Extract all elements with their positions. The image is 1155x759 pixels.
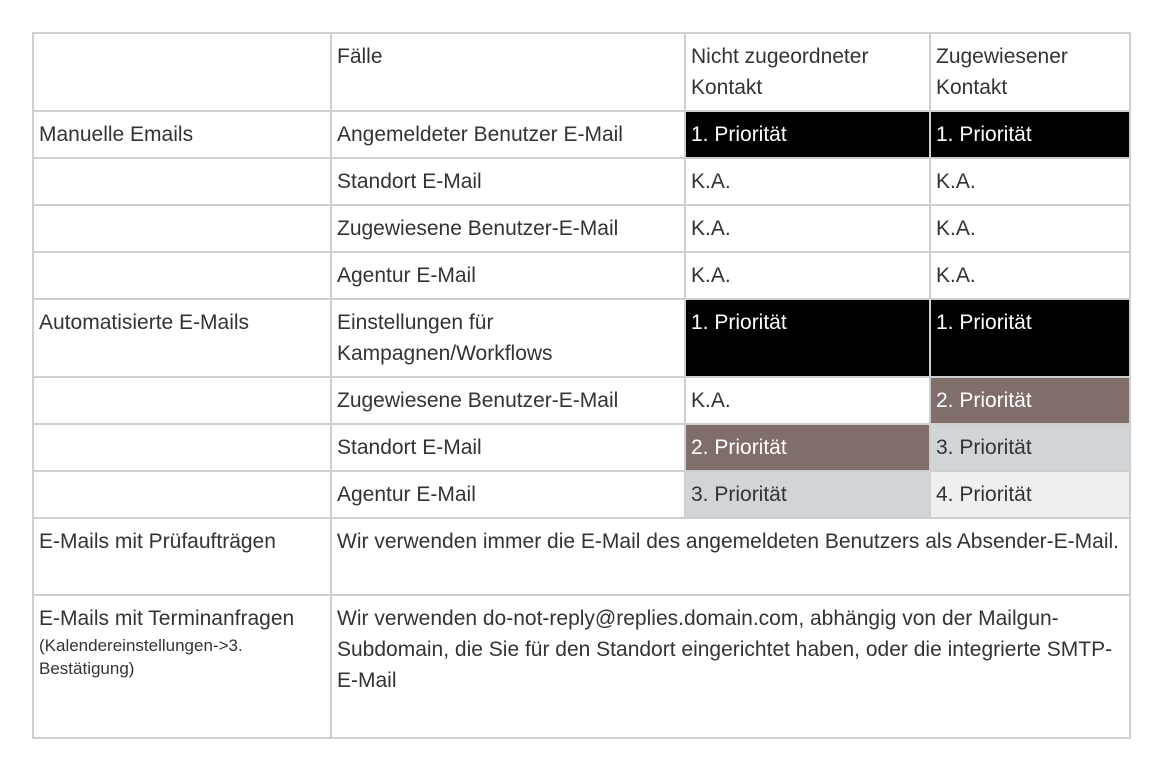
case-cell: Agentur E-Mail	[331, 252, 685, 299]
group-cell	[33, 205, 331, 252]
appointment-settings-note: (Kalendereinstellungen->3. Bestätigung)	[39, 636, 243, 678]
table-row	[33, 252, 1130, 299]
priority-cell: 1. Priorität	[930, 111, 1130, 158]
table-row	[33, 424, 1130, 471]
case-cell: Standort E-Mail	[331, 424, 685, 471]
priority-cell: K.A.	[685, 158, 930, 205]
group-cell	[33, 595, 331, 738]
priority-cell: 4. Priorität	[930, 471, 1130, 518]
group-cell	[33, 158, 331, 205]
table-header-row	[33, 33, 1130, 111]
priority-cell: 3. Priorität	[685, 471, 930, 518]
priority-cell: 2. Priorität	[930, 377, 1130, 424]
case-cell: Zugewiesene Benutzer-E-Mail	[331, 205, 685, 252]
case-cell: Angemeldeter Benutzer E-Mail	[331, 111, 685, 158]
group-cell	[33, 424, 331, 471]
group-cell: Manuelle Emails	[33, 111, 331, 158]
priority-cell: K.A.	[930, 252, 1130, 299]
table-row	[33, 377, 1130, 424]
appointment-description: Wir verwenden do-not-reply@replies.domain.com, abhängig von der Mailgun-Subdomain, die Sie für den Standort eingerichtet haben, oder die integrierte SMTP-E-Mail	[331, 595, 1130, 738]
priority-cell: K.A.	[685, 377, 930, 424]
header-cell-assigned-contact: Zugewiesener Kontakt	[930, 33, 1130, 111]
header-cell-cases: Fälle	[331, 33, 685, 111]
priority-cell: K.A.	[930, 158, 1130, 205]
header-cell-empty	[33, 33, 331, 111]
priority-cell: 1. Priorität	[685, 111, 930, 158]
email-priority-table	[32, 32, 1131, 739]
table-row	[33, 471, 1130, 518]
priority-cell: 2. Priorität	[685, 424, 930, 471]
group-cell	[33, 471, 331, 518]
priority-cell: 3. Priorität	[930, 424, 1130, 471]
group-cell: Automatisierte E-Mails	[33, 299, 331, 377]
header-cell-unassigned-contact: Nicht zugeordneter Kontakt	[685, 33, 930, 111]
priority-cell: K.A.	[685, 205, 930, 252]
appointment-group-label: E-Mails mit Terminanfragen	[39, 607, 295, 630]
table-row	[33, 299, 1130, 377]
appointment-emails-row	[33, 595, 1130, 738]
table-row	[33, 158, 1130, 205]
priority-cell: 1. Priorität	[685, 299, 930, 377]
case-cell: Agentur E-Mail	[331, 471, 685, 518]
group-cell	[33, 252, 331, 299]
table-row	[33, 205, 1130, 252]
priority-cell: 1. Priorität	[930, 299, 1130, 377]
case-cell: Standort E-Mail	[331, 158, 685, 205]
case-cell: Zugewiesene Benutzer-E-Mail	[331, 377, 685, 424]
group-cell	[33, 377, 331, 424]
group-cell: E-Mails mit Prüfaufträgen	[33, 518, 331, 595]
case-cell: Einstellungen für Kampagnen/Workflows	[331, 299, 685, 377]
exam-description: Wir verwenden immer die E-Mail des angemeldeten Benutzers als Absender-E-Mail.	[331, 518, 1130, 595]
priority-cell: K.A.	[685, 252, 930, 299]
priority-cell: K.A.	[930, 205, 1130, 252]
table-row	[33, 111, 1130, 158]
exam-emails-row	[33, 518, 1130, 595]
